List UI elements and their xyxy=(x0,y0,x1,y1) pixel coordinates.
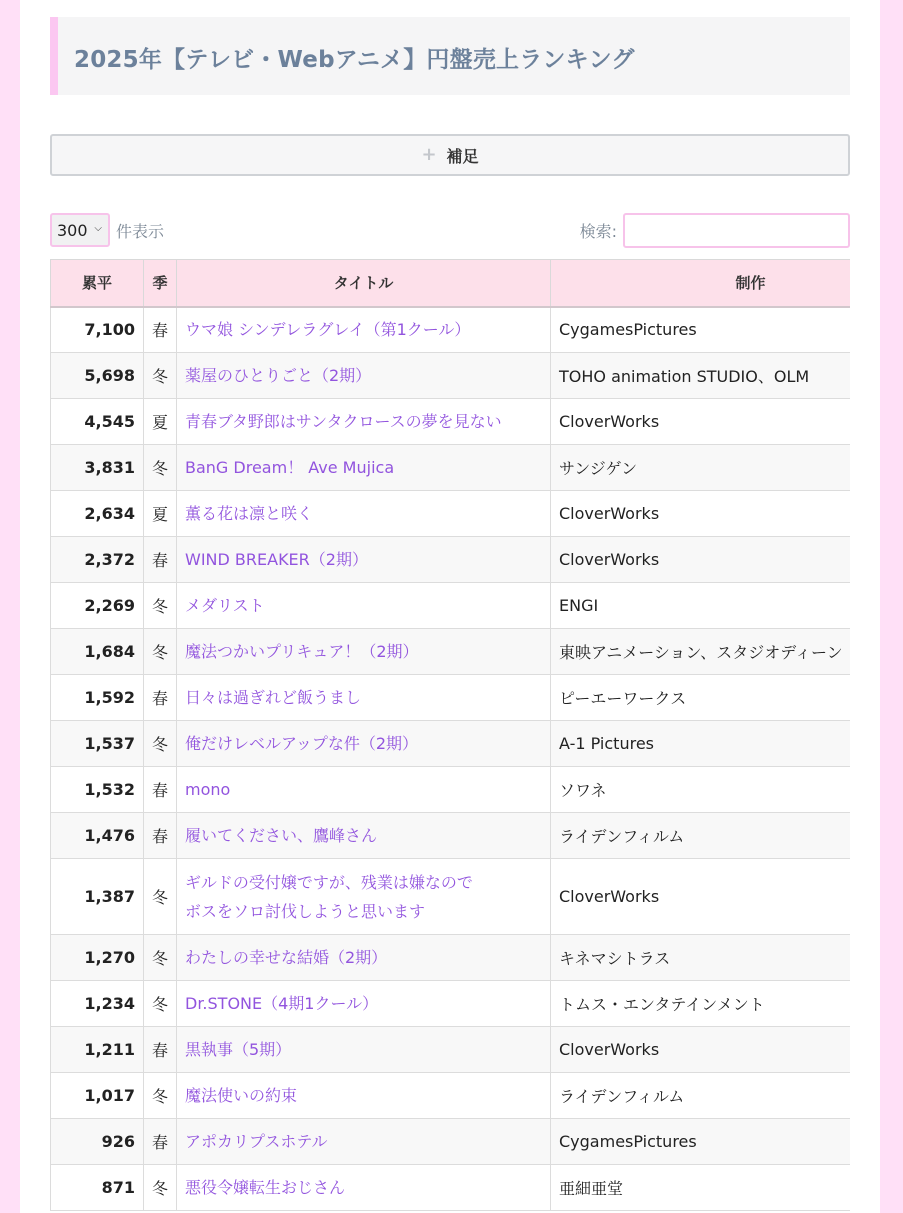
title-link[interactable]: 魔法使いの約束 xyxy=(185,1086,298,1105)
table-row xyxy=(51,675,851,721)
table-row xyxy=(51,445,851,491)
cell-title xyxy=(177,767,551,813)
cell-season: 冬 xyxy=(144,583,177,629)
column-header-studio[interactable]: 制作 xyxy=(551,260,851,307)
cell-season: 春 xyxy=(144,1027,177,1073)
cell-avg: 2,372 xyxy=(51,537,144,583)
cell-avg: 1,476 xyxy=(51,813,144,859)
ranking-table xyxy=(50,259,850,1211)
cell-studio: TOHO animation STUDIO、OLM xyxy=(551,353,851,399)
cell-studio: CloverWorks xyxy=(551,1027,851,1073)
cell-season: 夏 xyxy=(144,491,177,537)
cell-title xyxy=(177,537,551,583)
supplement-accordion-toggle[interactable] xyxy=(50,134,850,176)
cell-studio: CloverWorks xyxy=(551,537,851,583)
table-row xyxy=(51,981,851,1027)
title-link[interactable]: 俺だけレベルアップな件（2期） xyxy=(185,734,419,753)
column-header-season[interactable]: 季 xyxy=(144,260,177,307)
cell-studio: ENGI xyxy=(551,583,851,629)
table-row xyxy=(51,935,851,981)
cell-avg: 1,684 xyxy=(51,629,144,675)
table-row xyxy=(51,491,851,537)
cell-avg: 7,100 xyxy=(51,307,144,353)
title-link[interactable]: メダリスト xyxy=(185,596,265,615)
cell-studio: トムス・エンタテインメント xyxy=(551,981,851,1027)
title-link[interactable]: 履いてください、鷹峰さん xyxy=(185,826,378,845)
cell-season: 夏 xyxy=(144,399,177,445)
cell-title xyxy=(177,1073,551,1119)
table-row xyxy=(51,1165,851,1211)
page-length-control xyxy=(50,213,164,247)
page-title: 2025年【テレビ・Webアニメ】円盤売上ランキング xyxy=(74,47,635,73)
cell-avg: 1,270 xyxy=(51,935,144,981)
table-header-row xyxy=(51,260,851,307)
cell-season: 春 xyxy=(144,1119,177,1165)
plus-icon: + xyxy=(421,144,437,165)
title-link[interactable]: 薫る花は凛と咲く xyxy=(185,504,314,523)
cell-avg: 1,532 xyxy=(51,767,144,813)
cell-avg: 1,387 xyxy=(51,859,144,935)
cell-studio: サンジゲン xyxy=(551,445,851,491)
cell-season: 冬 xyxy=(144,1073,177,1119)
cell-avg: 2,634 xyxy=(51,491,144,537)
cell-season: 冬 xyxy=(144,445,177,491)
cell-studio: A-1 Pictures xyxy=(551,721,851,767)
table-row xyxy=(51,353,851,399)
cell-studio: CygamesPictures xyxy=(551,1119,851,1165)
cell-studio: キネマシトラス xyxy=(551,935,851,981)
cell-title xyxy=(177,675,551,721)
cell-season: 冬 xyxy=(144,1165,177,1211)
title-link[interactable]: 青春ブタ野郎はサンタクロースの夢を見ない xyxy=(185,412,502,431)
title-link[interactable]: 悪役令嬢転生おじさん xyxy=(185,1178,346,1197)
table-row xyxy=(51,629,851,675)
cell-studio: 亜細亜堂 xyxy=(551,1165,851,1211)
cell-season: 冬 xyxy=(144,935,177,981)
chevron-down-icon: ⌵ xyxy=(94,223,102,234)
cell-title xyxy=(177,491,551,537)
page-heading xyxy=(50,17,850,95)
cell-avg: 926 xyxy=(51,1119,144,1165)
table-row xyxy=(51,721,851,767)
cell-studio: CloverWorks xyxy=(551,491,851,537)
cell-studio: ライデンフィルム xyxy=(551,813,851,859)
cell-avg: 871 xyxy=(51,1165,144,1211)
cell-title xyxy=(177,981,551,1027)
cell-studio: ソワネ xyxy=(551,767,851,813)
cell-avg: 5,698 xyxy=(51,353,144,399)
cell-avg: 1,234 xyxy=(51,981,144,1027)
cell-title xyxy=(177,445,551,491)
page-length-select[interactable] xyxy=(50,213,110,247)
cell-studio: ライデンフィルム xyxy=(551,1073,851,1119)
cell-title xyxy=(177,859,551,935)
cell-studio: CloverWorks xyxy=(551,399,851,445)
cell-studio: CygamesPictures xyxy=(551,307,851,353)
cell-title xyxy=(177,1027,551,1073)
title-link[interactable]: Dr.STONE（4期1クール） xyxy=(185,994,379,1013)
column-header-title[interactable]: タイトル xyxy=(177,260,551,307)
cell-season: 冬 xyxy=(144,981,177,1027)
table-row xyxy=(51,767,851,813)
cell-avg: 4,545 xyxy=(51,399,144,445)
cell-avg: 1,537 xyxy=(51,721,144,767)
cell-avg: 1,211 xyxy=(51,1027,144,1073)
ranking-table-wrapper xyxy=(50,259,850,1213)
cell-season: 冬 xyxy=(144,721,177,767)
table-row xyxy=(51,1027,851,1073)
table-row xyxy=(51,813,851,859)
table-row xyxy=(51,859,851,935)
cell-season: 春 xyxy=(144,813,177,859)
cell-title xyxy=(177,1165,551,1211)
page-length-suffix: 件表示 xyxy=(116,221,165,241)
supplement-label: 補足 xyxy=(446,146,479,166)
page-content xyxy=(20,0,880,1213)
search-input[interactable] xyxy=(623,213,850,248)
title-link[interactable]: BanG Dream！ Ave Mujica xyxy=(185,458,395,477)
cell-title xyxy=(177,399,551,445)
cell-studio: 東映アニメーション、スタジオディーン xyxy=(551,629,851,675)
search-control xyxy=(580,213,850,248)
search-label: 検索: xyxy=(579,222,617,241)
cell-season: 冬 xyxy=(144,353,177,399)
table-row xyxy=(51,583,851,629)
cell-avg: 2,269 xyxy=(51,583,144,629)
cell-title xyxy=(177,629,551,675)
title-link[interactable]: わたしの幸せな結婚（2期） xyxy=(185,948,388,967)
cell-avg: 1,592 xyxy=(51,675,144,721)
table-body xyxy=(51,307,851,1211)
table-row xyxy=(51,399,851,445)
cell-title xyxy=(177,307,551,353)
table-row xyxy=(51,1073,851,1119)
cell-season: 春 xyxy=(144,537,177,583)
title-link[interactable]: 薬屋のひとりごと（2期） xyxy=(185,366,372,385)
title-link[interactable]: WIND BREAKER（2期） xyxy=(185,550,368,569)
title-link[interactable]: 魔法つかいプリキュア！（2期） xyxy=(185,642,419,661)
cell-season: 春 xyxy=(144,675,177,721)
title-link[interactable]: 黒執事（5期） xyxy=(185,1040,292,1059)
cell-studio: CloverWorks xyxy=(551,859,851,935)
cell-title xyxy=(177,353,551,399)
title-link[interactable]: アポカリプスホテル xyxy=(185,1132,328,1151)
column-header-avg[interactable]: 累平 xyxy=(51,260,144,307)
title-link[interactable]: 日々は過ぎれど飯うまし xyxy=(185,688,362,707)
cell-season: 春 xyxy=(144,307,177,353)
title-link[interactable]: mono xyxy=(185,780,231,799)
cell-title xyxy=(177,583,551,629)
cell-avg: 3,831 xyxy=(51,445,144,491)
cell-title xyxy=(177,935,551,981)
cell-avg: 1,017 xyxy=(51,1073,144,1119)
title-link[interactable]: ウマ娘 シンデレラグレイ（第1クール） xyxy=(185,320,471,340)
cell-title xyxy=(177,1119,551,1165)
cell-season: 春 xyxy=(144,767,177,813)
cell-season: 冬 xyxy=(144,629,177,675)
cell-title xyxy=(177,721,551,767)
cell-season: 冬 xyxy=(144,859,177,935)
table-row xyxy=(51,1119,851,1165)
cell-studio: ピーエーワークス xyxy=(551,675,851,721)
title-link[interactable]: ギルドの受付嬢ですが、残業は嫌なので ボスをソロ討伐しようと思います xyxy=(185,872,473,921)
table-row xyxy=(51,307,851,353)
cell-title xyxy=(177,813,551,859)
page-length-value: 300 xyxy=(57,220,88,240)
table-row xyxy=(51,537,851,583)
